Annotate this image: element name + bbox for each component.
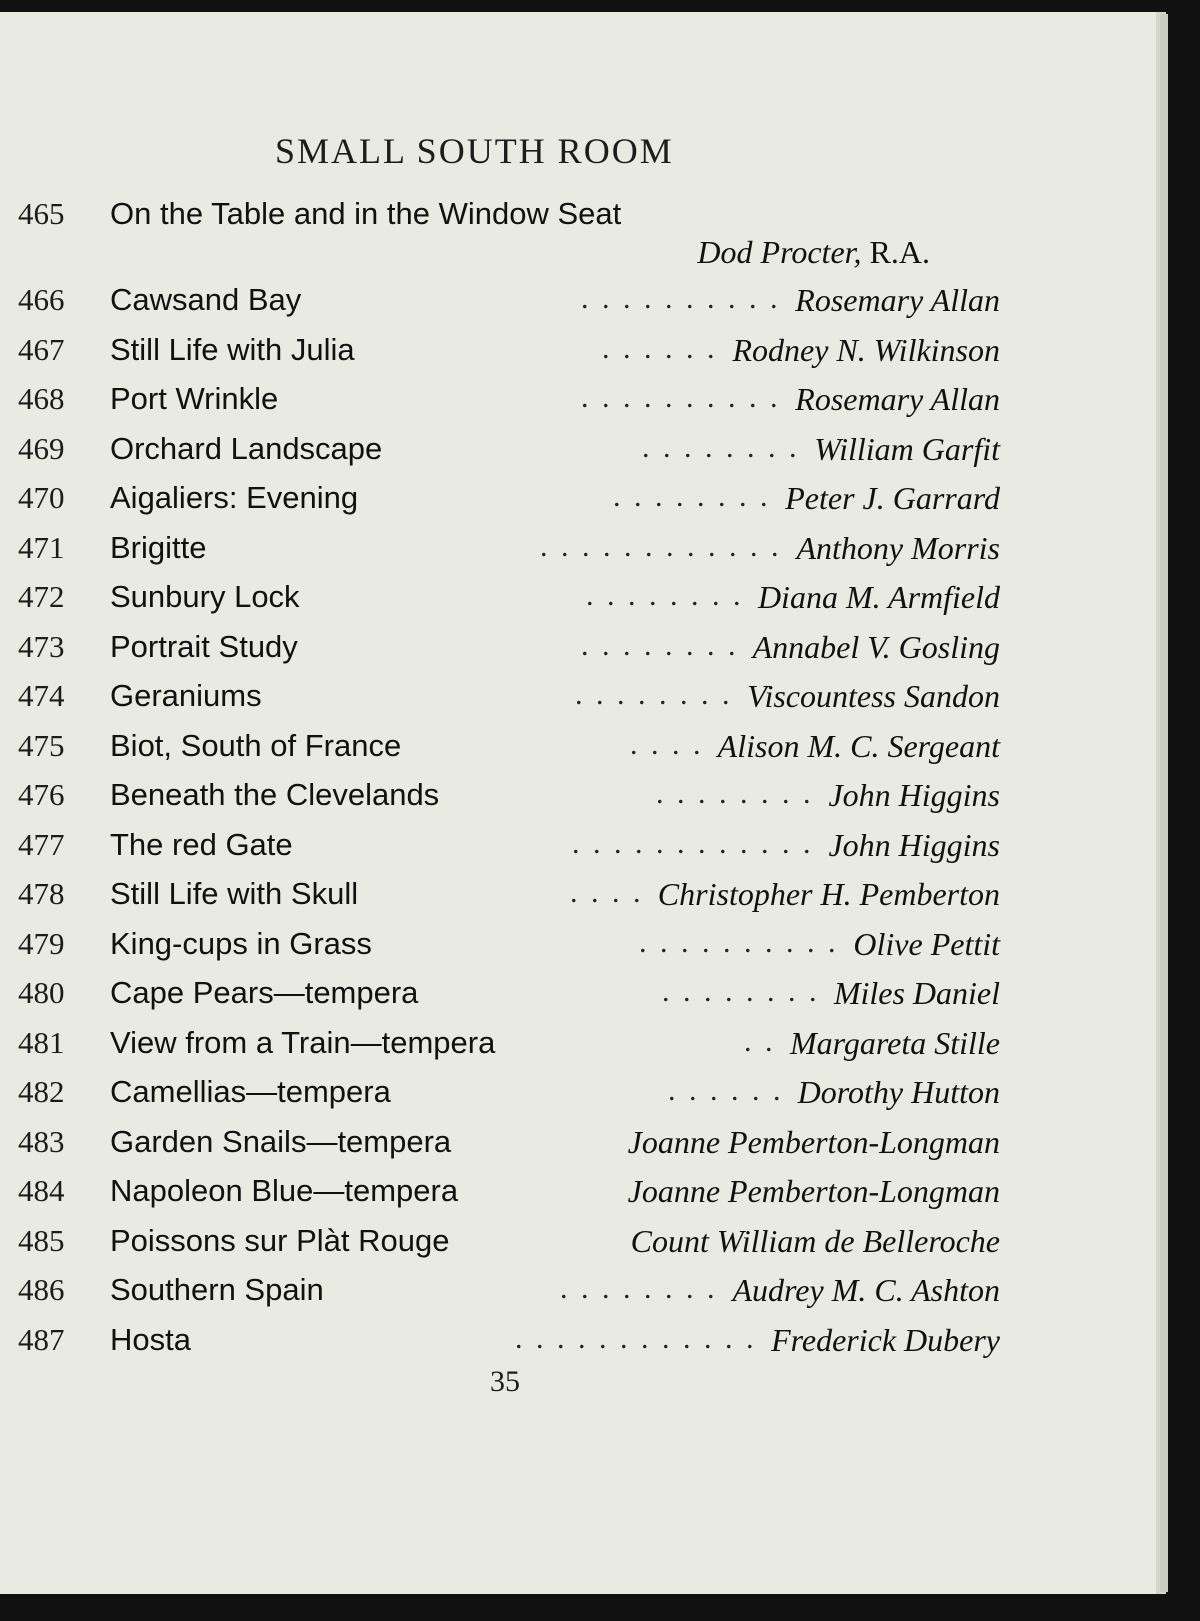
entry-row [0, 629, 1000, 677]
entry-title: Aigaliers: Evening [110, 480, 359, 515]
entry-row [0, 728, 1000, 776]
entry-title: Geraniums [110, 678, 262, 713]
dot-leader: . . . . [570, 876, 644, 909]
dot-leader: . . . . . . [668, 1074, 784, 1107]
entry-number: 481 [18, 1025, 65, 1060]
entry-number: 476 [18, 777, 65, 812]
dot-leader: . . . . . . . . . . [581, 282, 781, 315]
entry-artist: Frederick Dubery [771, 1322, 1000, 1358]
dot-leader: . . . . . . . . . . . . [540, 530, 782, 563]
entry-number: 485 [18, 1223, 65, 1258]
entry-row [0, 381, 1000, 429]
dot-leader: . . . . . . . . [656, 777, 814, 810]
entry-artist: Annabel V. Gosling [752, 629, 1000, 665]
entry-row [0, 975, 1000, 1023]
entry-title: Cawsand Bay [110, 282, 302, 317]
entry-title: Biot, South of France [110, 728, 402, 763]
entry-number: 474 [18, 678, 65, 713]
entry-row [0, 1074, 1000, 1122]
entry-title: Garden Snails—tempera [110, 1124, 452, 1159]
entry-title: Cape Pears—tempera [110, 975, 419, 1010]
entry-artist: Joanne Pemberton-Longman [627, 1173, 1000, 1209]
entry-number: 468 [18, 381, 65, 416]
entry-title: Napoleon Blue—tempera [110, 1173, 459, 1208]
entry-title: On the Table and in the Window Seat [110, 196, 622, 231]
entry-artist: Olive Pettit [853, 926, 1000, 962]
entry-number: 482 [18, 1074, 65, 1109]
entry-title: Brigitte [110, 530, 207, 565]
entry-artist: Audrey M. C. Ashton [732, 1272, 1000, 1308]
dot-leader: . . . . . . . . . . . . [572, 827, 814, 860]
entry-number: 469 [18, 431, 65, 466]
entry-number: 477 [18, 827, 65, 862]
entry-artist: Count William de Belleroche [630, 1223, 1000, 1259]
entry-number: 467 [18, 332, 65, 367]
entry-title: Port Wrinkle [110, 381, 279, 416]
entry-title: Sunbury Lock [110, 579, 300, 614]
entry-artist: Miles Daniel [833, 975, 1000, 1011]
entry-row [0, 926, 1000, 974]
dot-leader: . . . . . . . . [642, 431, 800, 464]
entry-number: 478 [18, 876, 65, 911]
entry-artist: Christopher H. Pemberton [657, 876, 1000, 912]
entry-number: 484 [18, 1173, 65, 1208]
entry-number: 466 [18, 282, 65, 317]
artist-name: Dod Procter, [697, 234, 862, 270]
entry-title: Orchard Landscape [110, 431, 383, 466]
entry-number: 473 [18, 629, 65, 664]
dot-leader: . . . . . . . . . . [581, 381, 781, 414]
dot-leader: . . . . . . . . [613, 480, 771, 513]
entry-row [0, 480, 1000, 528]
entry-artist: Joanne Pemberton-Longman [627, 1124, 1000, 1160]
entry-artist: Dorothy Hutton [797, 1074, 1000, 1110]
entry-row [0, 282, 1000, 330]
dot-leader: . . . . . . . . . . . . [515, 1322, 757, 1355]
entry-artist: John Higgins [828, 827, 1000, 863]
entry-number: 472 [18, 579, 65, 614]
entry-row [0, 431, 1000, 479]
entry-row [0, 827, 1000, 875]
entry-title: Camellias—tempera [110, 1074, 391, 1109]
entry-row [0, 777, 1000, 825]
entry-row [0, 332, 1000, 380]
page-number: 35 [490, 1365, 520, 1398]
entry-title: King-cups in Grass [110, 926, 372, 961]
entry-row [0, 1223, 1000, 1271]
entry-title: View from a Train—tempera [110, 1025, 496, 1060]
entry-number: 471 [18, 530, 65, 565]
dot-leader: . . . . . . . . [560, 1272, 718, 1305]
entry-row [0, 1124, 1000, 1172]
entry-row [0, 876, 1000, 924]
entry-title: Portrait Study [110, 629, 298, 664]
entry-row [0, 1272, 1000, 1320]
entry-title: Still Life with Skull [110, 876, 359, 911]
entry-number: 480 [18, 975, 65, 1010]
entry-artist: Rosemary Allan [795, 282, 1000, 318]
entry-row [0, 678, 1000, 726]
entry-number: 486 [18, 1272, 65, 1307]
entry-row [0, 530, 1000, 578]
dot-leader: . . . . [630, 728, 704, 761]
entry-row [0, 1322, 1000, 1370]
dot-leader: . . . . . . . . [581, 629, 739, 662]
dot-leader: . . . . . . [602, 332, 718, 365]
entry-number: 465 [18, 196, 65, 231]
entry-title: Poissons sur Plàt Rouge [110, 1223, 450, 1258]
entry-artist: Alison M. C. Sergeant [717, 728, 1000, 764]
entry-title: Still Life with Julia [110, 332, 355, 367]
entry-artist: John Higgins [828, 777, 1000, 813]
page-title: SMALL SOUTH ROOM [275, 131, 674, 171]
entry-artist: Rosemary Allan [795, 381, 1000, 417]
entry-artist: Peter J. Garrard [785, 480, 1000, 516]
entry-artist: Rodney N. Wilkinson [732, 332, 1000, 368]
entry-465-artist [697, 234, 930, 271]
entry-title: The red Gate [110, 827, 293, 862]
entry-number: 483 [18, 1124, 65, 1159]
dot-leader: . . [744, 1025, 776, 1058]
entry-artist: Diana M. Armfield [757, 579, 1000, 615]
entry-row [0, 1173, 1000, 1221]
entry-title: Southern Spain [110, 1272, 324, 1307]
entry-number: 479 [18, 926, 65, 961]
entry-row [0, 1025, 1000, 1073]
entry-title: Beneath the Clevelands [110, 777, 440, 812]
dot-leader: . . . . . . . . [586, 579, 744, 612]
dot-leader: . . . . . . . . [575, 678, 733, 711]
artist-suffix: R.A. [861, 234, 930, 270]
entry-title: Hosta [110, 1322, 191, 1357]
entry-number: 487 [18, 1322, 65, 1357]
entry-number: 475 [18, 728, 65, 763]
entry-row [0, 579, 1000, 627]
entry-artist: William Garfit [814, 431, 1000, 467]
entry-number: 470 [18, 480, 65, 515]
dot-leader: . . . . . . . . [662, 975, 820, 1008]
entry-artist: Anthony Morris [796, 530, 1000, 566]
entry-artist: Viscountess Sandon [747, 678, 1000, 714]
dot-leader: . . . . . . . . . . [639, 926, 839, 959]
entry-artist: Margareta Stille [789, 1025, 1000, 1061]
